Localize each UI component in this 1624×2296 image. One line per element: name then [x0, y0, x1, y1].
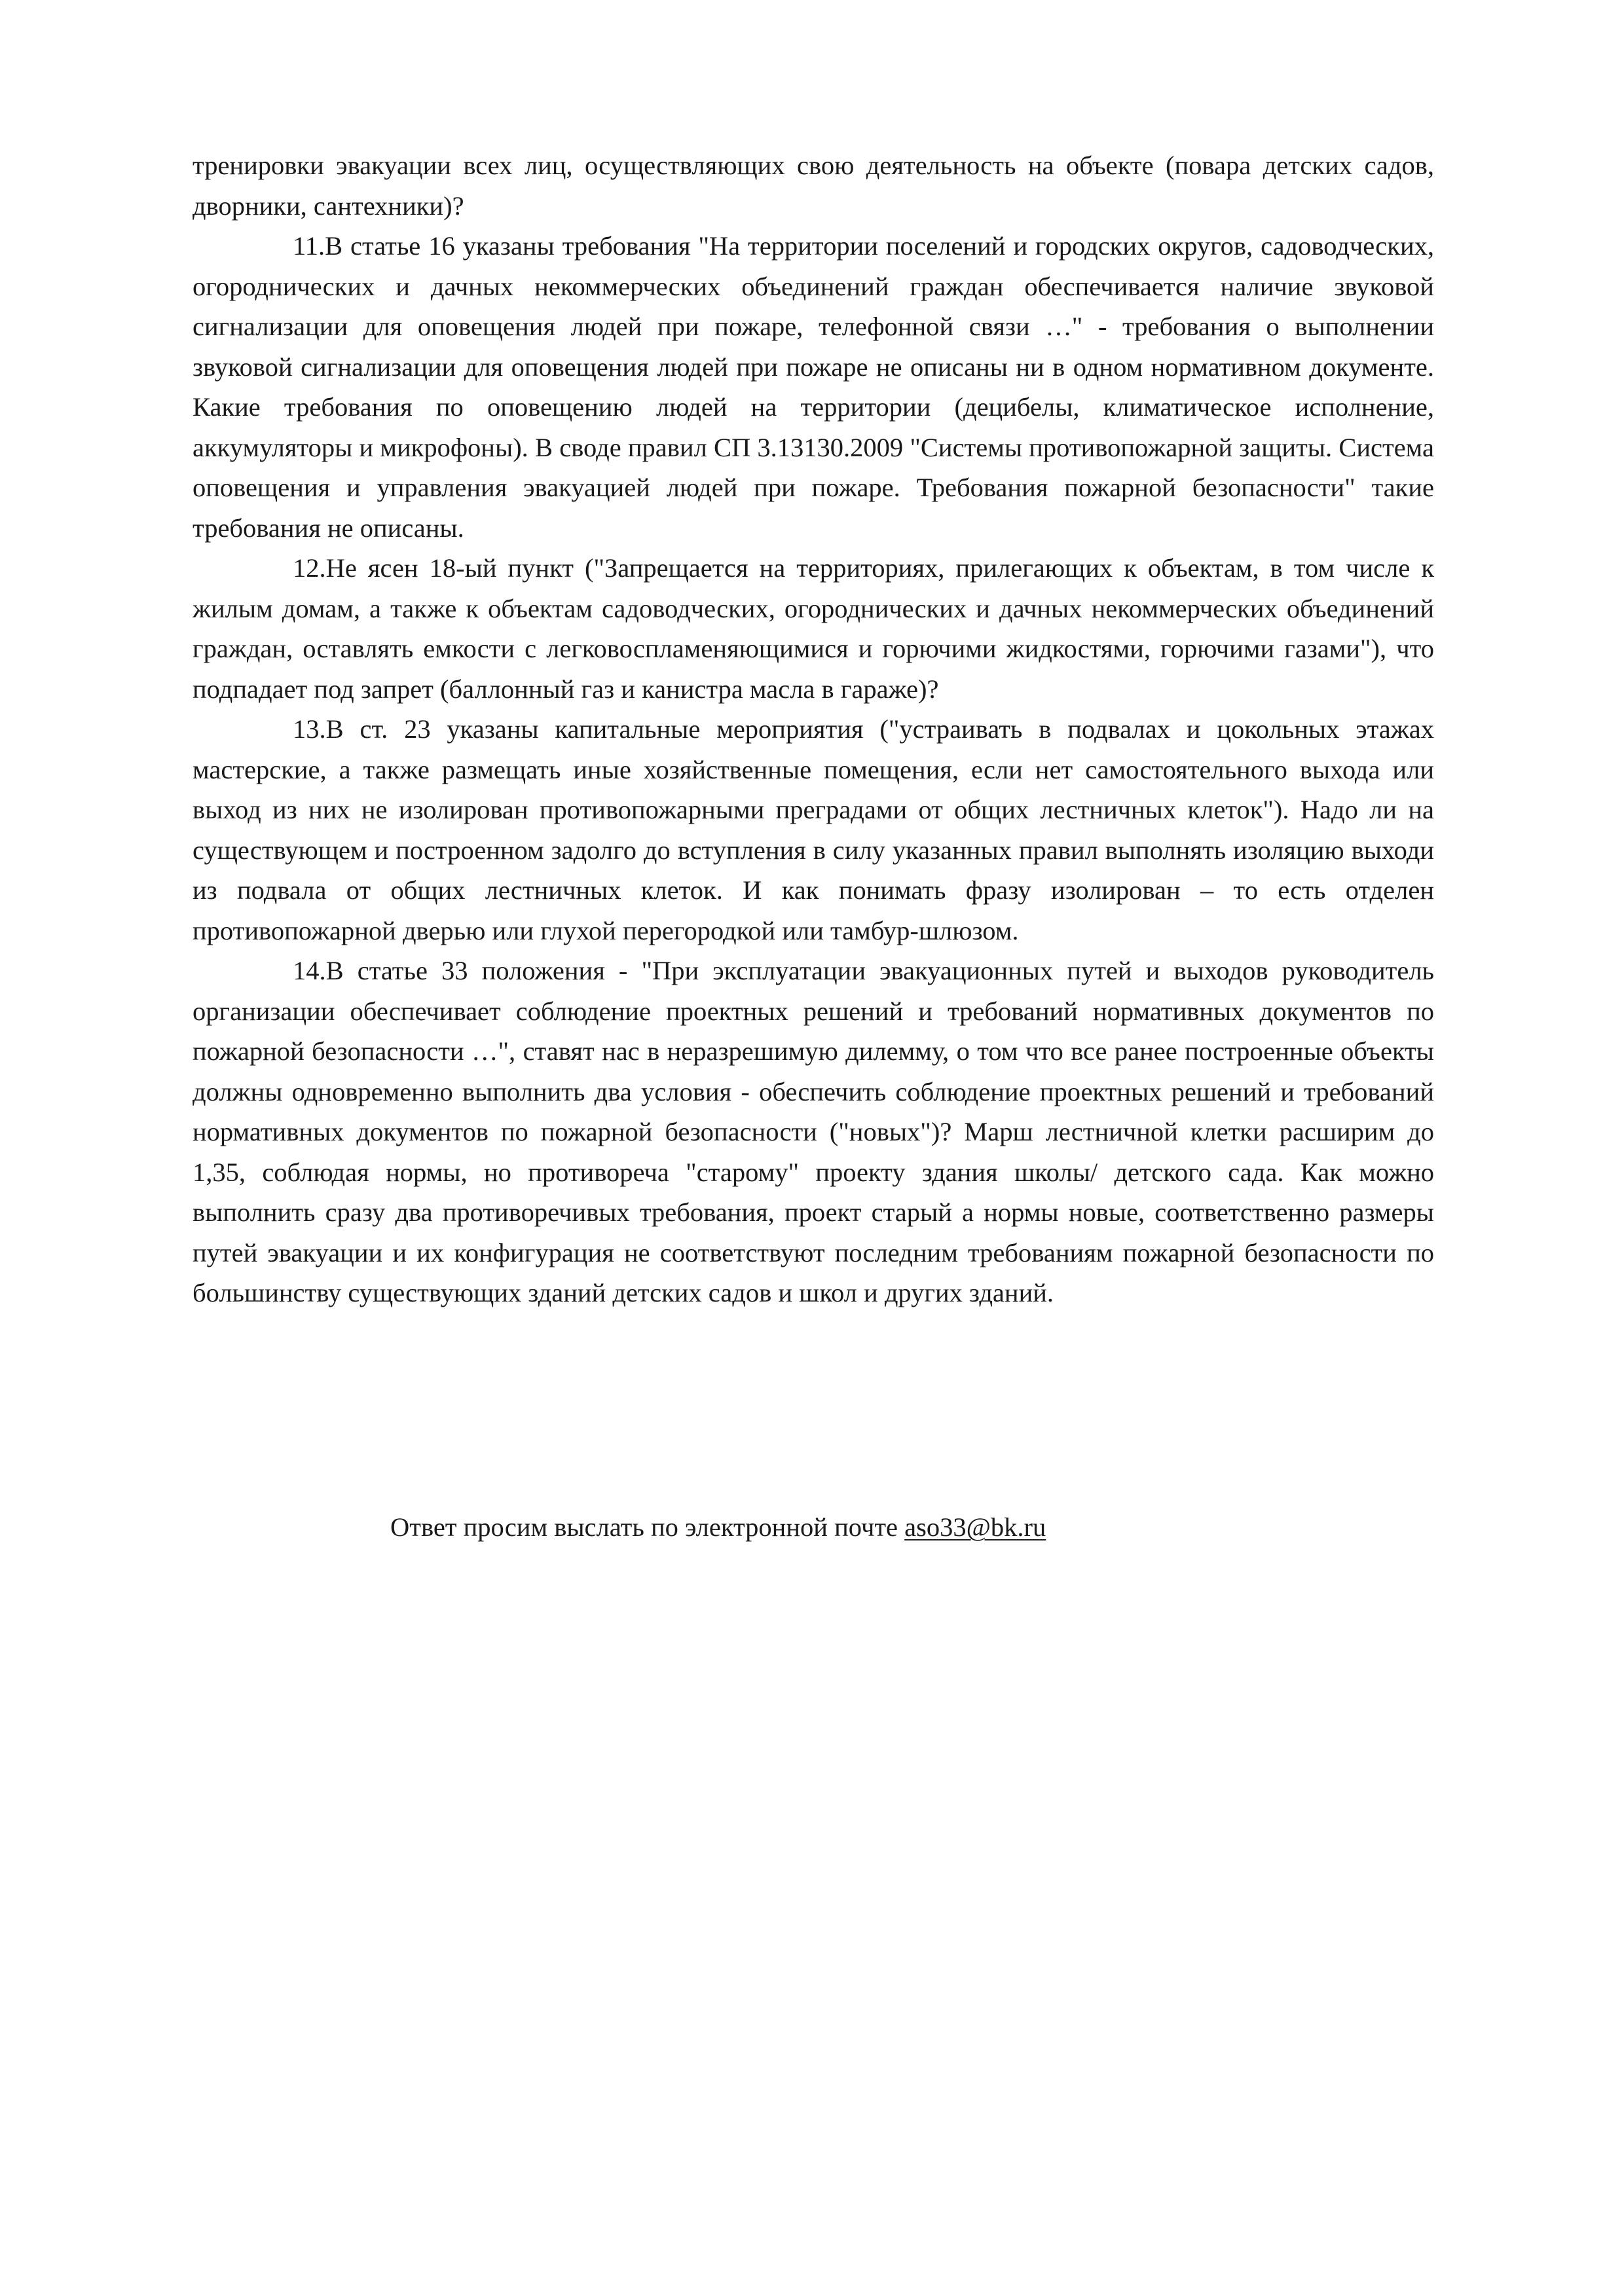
document-body — [193, 145, 1434, 1313]
paragraph-item-11: 11.В статье 16 указаны требования "На территории поселений и городских округов, садоводческих, огороднических и дачных некоммерческих объединений граждан обеспечивается наличие звуковой сигнализации для оповещения людей при пожаре, телефонной связи …" - требования о выполнении звуковой сигнализации для оповещения людей при пожаре не описаны ни в одном нормативном документе. Какие требования по оповещению людей на территории (децибелы, климатическое исполнение, аккумуляторы и микрофоны). В своде правил СП 3.13130.2009 "Системы противопожарной защиты. Система оповещения и управления эвакуацией людей при пожаре. Требования пожарной безопасности" такие требования не описаны. — [193, 231, 1434, 543]
paragraph-item-12: 12.Не ясен 18-ый пункт ("Запрещается на территориях, прилегающих к объектам, в том числе к жилым домам, а также к объектам садоводческих, огороднических и дачных некоммерческих объединений граждан, оставлять емкости с легковоспламеняющимися и горючими жидкостями, горючими газами"), что подпадает под запрет (баллонный газ и канистра масла в гараже)? — [193, 553, 1434, 704]
reply-request-text: Ответ просим выслать по электронной почте — [390, 1512, 905, 1542]
paragraph-item-13: 13.В ст. 23 указаны капитальные мероприятия ("устраивать в подвалах и цокольных этажах мастерские, а также размещать иные хозяйственные помещения, если нет самостоятельного выхода или выход из них не изолирован противопожарными преградами от общих лестничных клеток"). Надо ли на существующем и построенном задолго до вступления в силу указанных правил выполнять изоляцию выходи из подвала от общих лестничных клеток. И как понимать фразу изолирован – то есть отделен противопожарной дверью или глухой перегородкой или тамбур-шлюзом. — [193, 714, 1434, 945]
reply-request-line — [390, 1507, 1434, 1548]
email-link[interactable]: aso33@bk.ru — [904, 1512, 1046, 1542]
paragraph-item-14: 14.В статье 33 положения - "При эксплуатации эвакуационных путей и выходов руководитель организации обеспечивает соблюдение проектных решений и требований нормативных документов по пожарной безопасности …", ставят нас в неразрешимую дилемму, о том что все ранее построенные объекты должны одновременно выполнить два условия - обеспечить соблюдение проектных решений и требований нормативных документов по пожарной безопасности ("новых")? Марш лестничной клетки расширим до 1,35, соблюдая нормы, но противореча "старому" проекту здания школы/ детского сада. Как можно выполнить сразу два противоречивых требования, проект старый а нормы новые, соответственно размеры путей эвакуации и их конфигурация не соответствуют последним требованиям пожарной безопасности по большинству существующих зданий детских садов и школ и других зданий. — [193, 956, 1434, 1307]
paragraph-continuation: тренировки эвакуации всех лиц, осуществляющих свою деятельность на объекте (повара детских садов, дворники, сантехники)? — [193, 151, 1434, 221]
